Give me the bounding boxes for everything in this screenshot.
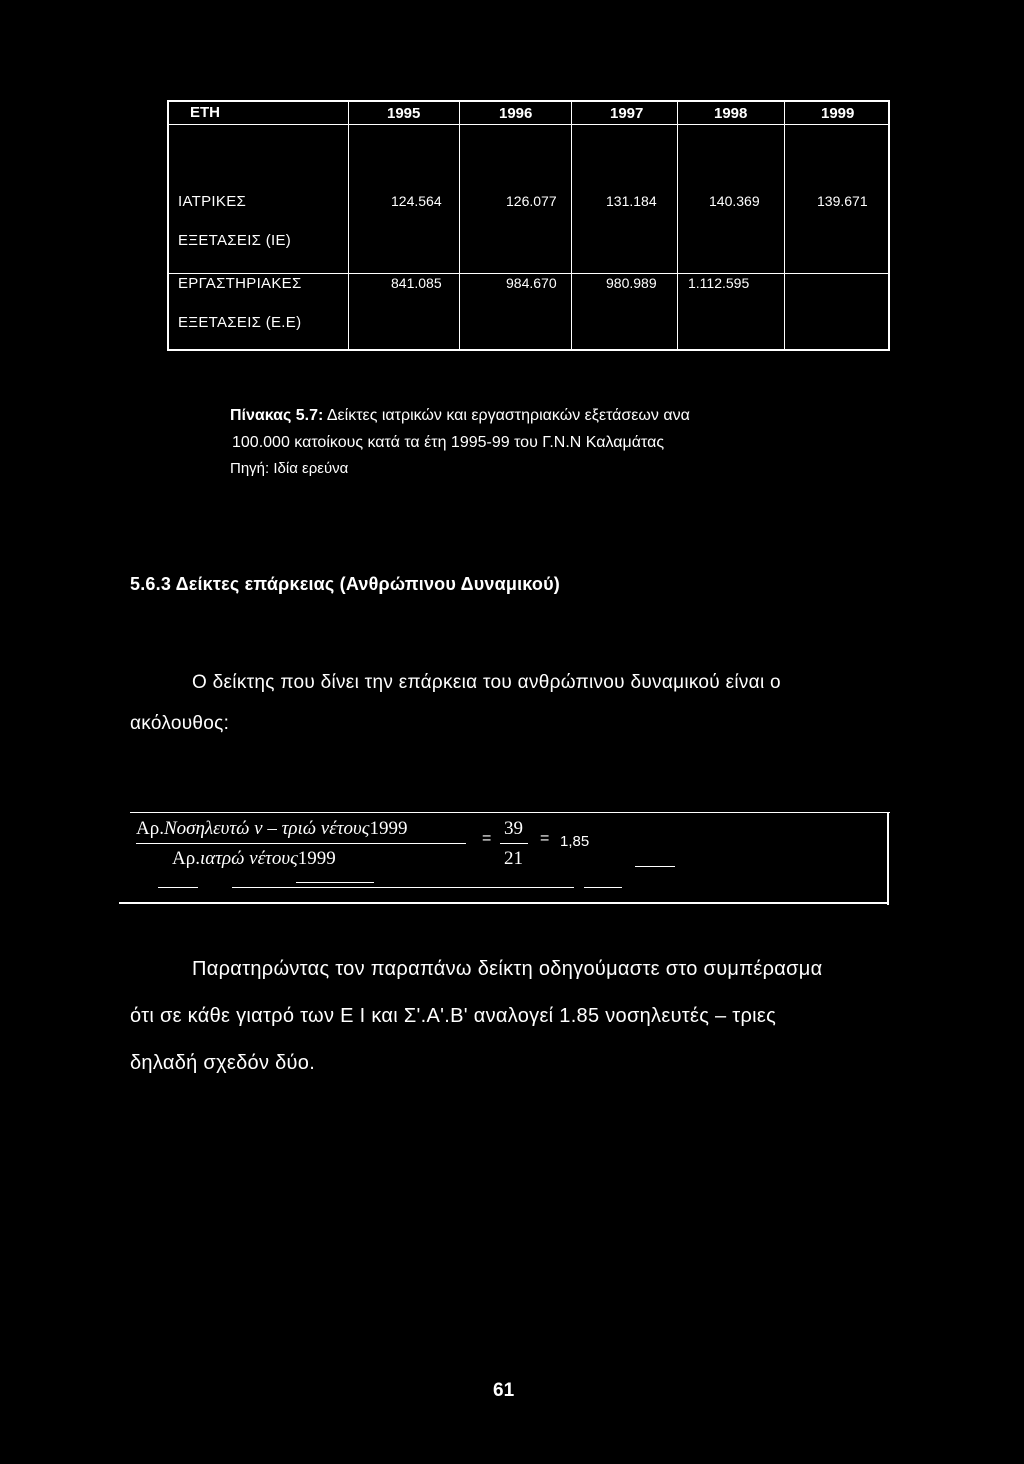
table-caption-line2: 100.000 κατοίκους κατά τα έτη 1995-99 του Γ.Ν.Ν Καλαμάτας xyxy=(232,434,665,451)
table-cell: 139.671 xyxy=(817,193,868,209)
formula-box-bottom-border xyxy=(119,902,889,904)
table-source xyxy=(230,458,348,480)
table-header-year: 1997 xyxy=(610,105,644,122)
table-cell: 841.085 xyxy=(391,275,442,291)
decorative-rule xyxy=(232,887,574,888)
decorative-rule xyxy=(635,866,675,867)
row-divider xyxy=(169,124,888,125)
formula-denominator-label: ιατρώ νέτους xyxy=(199,848,298,869)
table-cell: 984.670 xyxy=(506,275,557,291)
formula-value-numerator: 39 xyxy=(504,818,523,839)
formula-fraction-bar xyxy=(136,843,466,844)
conclusion-line: Παρατηρώντας τον παραπάνω δείκτη οδηγούμαστε στο συμπέρασμα xyxy=(192,958,823,980)
formula-numerator-label: Νοσηλευτώ ν – τριώ νέτους xyxy=(163,818,370,839)
section-title: Δείκτες επάρκειας (Ανθρώπινου Δυναμικού) xyxy=(175,574,560,594)
column-divider xyxy=(677,102,678,349)
conclusion-line: δηλαδή σχεδόν δύο. xyxy=(130,1052,316,1074)
table-header-year: 1999 xyxy=(821,105,855,122)
table-header-years-label: ΕΤΗ xyxy=(190,104,220,121)
table-caption xyxy=(230,405,690,427)
column-divider xyxy=(348,102,349,349)
table-cell: 980.989 xyxy=(606,275,657,291)
table-header-year: 1995 xyxy=(387,105,421,122)
decorative-rule xyxy=(584,887,622,888)
formula-denominator-prefix: Αρ. xyxy=(172,848,200,869)
conclusion-line: ότι σε κάθε γιατρό των Ε Ι και Σ'.Α'.Β' αναλογεί 1.85 νοσηλευτές – τριες xyxy=(130,1005,777,1027)
table-header-year: 1996 xyxy=(499,105,533,122)
table-caption-ref: Πίνακας 5.7: xyxy=(230,407,324,424)
decorative-rule xyxy=(296,882,374,883)
column-divider xyxy=(459,102,460,349)
row-label: ΙΑΤΡΙΚΕΣ xyxy=(178,193,247,210)
page-number: 61 xyxy=(493,1380,515,1401)
column-divider xyxy=(571,102,572,349)
formula-box-top-border xyxy=(130,812,890,813)
source-value: Ιδία ερεύνα xyxy=(273,460,349,477)
row-divider xyxy=(169,273,888,274)
source-label: Πηγή: xyxy=(230,460,270,477)
row-label: ΕΞΕΤΑΣΕΙΣ (Ε.Ε) xyxy=(178,314,302,331)
decorative-rule xyxy=(158,887,198,888)
formula-numerator-year: 1999 xyxy=(369,818,408,839)
section-heading xyxy=(130,574,560,595)
intro-line: ακόλουθος: xyxy=(130,713,230,734)
table-header-year: 1998 xyxy=(714,105,748,122)
section-number: 5.6.3 xyxy=(130,574,172,594)
formula-result: 1,85 xyxy=(560,833,590,850)
formula-value-bar xyxy=(500,843,528,844)
column-divider xyxy=(784,102,785,349)
formula-denominator xyxy=(172,848,336,870)
formula-denominator-year: 1999 xyxy=(297,848,336,869)
table-cell: 131.184 xyxy=(606,193,657,209)
table-cell: 1.112.595 xyxy=(688,275,750,291)
formula-value-denominator: 21 xyxy=(504,848,523,869)
table-cell: 126.077 xyxy=(506,193,557,209)
formula-equals: = xyxy=(482,830,492,847)
formula-equals: = xyxy=(540,830,550,847)
table-cell: 140.369 xyxy=(709,193,760,209)
table-caption-text: Δείκτες ιατρικών και εργαστηριακών εξετάσεων ανα xyxy=(326,407,690,424)
row-label: ΕΞΕΤΑΣΕΙΣ (ΙΕ) xyxy=(178,232,292,249)
row-label: ΕΡΓΑΣΤΗΡΙΑΚΕΣ xyxy=(178,275,302,292)
intro-line: Ο δείκτης που δίνει την επάρκεια του ανθρώπινου δυναμικού είναι ο xyxy=(192,672,781,693)
formula-box-right-border xyxy=(887,812,889,905)
formula-numerator xyxy=(136,818,407,840)
formula-numerator-prefix: Αρ. xyxy=(136,818,164,839)
table-cell: 124.564 xyxy=(391,193,442,209)
